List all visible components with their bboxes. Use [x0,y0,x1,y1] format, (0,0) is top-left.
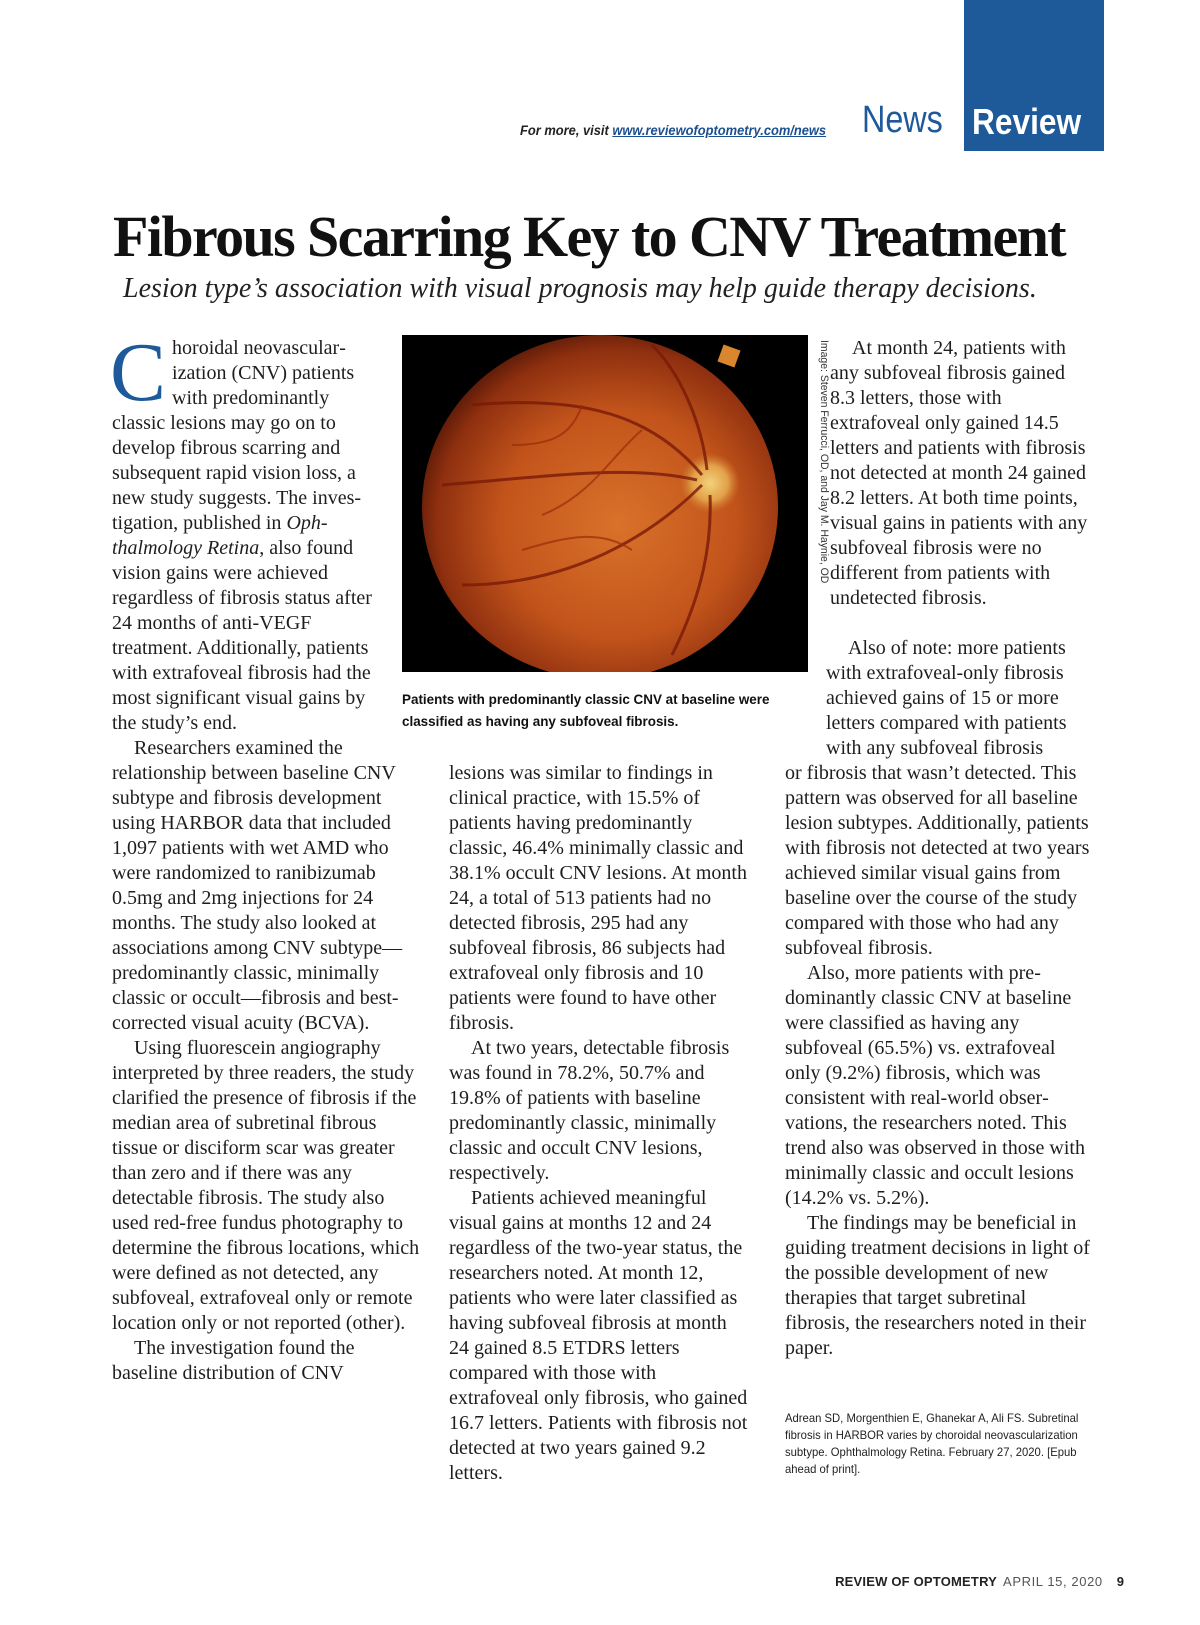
citation-reference: Adrean SD, Morgenthien E, Ghanekar A, Ali FS. Subretinal fibrosis in HARBOR varies by choroidal neovascularization subtype. Ophthalmology Retina. February 27, 2020. [Epub ahead of print]. [785,1411,1079,1476]
paragraph: Researchers examined the relationship between baseline CNV subtype and fibrosis development using HARBOR data that included 1,097 patients with wet AMD who were randomized to ranibizumab 0.5mg and 2mg injections for 24 months. The study also looked at associations among CNV subtype—predominantly classic, minimally classic or occult—fibrosis and best-corrected visual acuity (BCVA). [112,737,403,1034]
paragraph: lesions was similar to findings in clinical practice, with 15.5% of patients having predominantly classic, 46.4% minimally classic and 38.1% occult CNV lesions. At month 24, a total of 513 patients had no detected fibrosis, 295 had any subfoveal fibrosis, 86 subjects had extrafoveal only fibrosis and 10 patients were found to have other fibrosis. [449,762,747,1034]
column-3-top [830,336,1092,611]
column-3 [785,761,1093,1361]
news-url-link[interactable]: www.reviewofoptometry.com/news [612,122,827,138]
paragraph: Also of note: more patients with extrafoveal-only fibrosis achieved gains of 15 or more letters compared with patients with any subfoveal fibrosis [826,637,1067,759]
fundus-photo [402,335,808,672]
publication-name: REVIEW OF OPTOMETRY [835,1574,998,1589]
paragraph: At two years, detectable fibrosis was found in 78.2%, 50.7% and 19.8% of patients with baseline predominantly classic, minimally classic and occult CNV lesions, respectively. [449,1037,730,1184]
column-2 [449,761,749,1486]
paragraph: Patients achieved meaningful visual gains at months 12 and 24 regardless of the two-year status, the researchers noted. At month 12, patients who were later classified as having subfoveal fibrosis at month 24 gained 8.5 ETDRS letters compared with those with extrafoveal only fibrosis, who gained 16.7 letters. Patients with fibrosis not detected at two years gained 9.2 letters. [449,1187,748,1484]
column-1-top [110,326,382,736]
paragraph: At month 24, patients with any subfoveal fibrosis gained 8.3 letters, those with extrafoveal only gained 14.5 letters and patients with fibrosis not detected at month 24 gained 8.2 letters. At both time points, visual gains in patients with any subfoveal fibrosis were no different from patients with undetected fibrosis. [830,337,1088,609]
paragraph-intro [110,326,382,736]
page-number: 9 [1116,1574,1124,1589]
drop-cap: C [110,326,167,419]
intro-text-b: , also found vision gains were achieved regardless of fibrosis status after 24 months of anti-VEGF treatment. Additionally, patients with extrafoveal fibrosis had the most significant visual gains by the study’s end. [112,537,372,734]
paragraph: The investigation found the baseline distribution of CNV [112,1337,355,1384]
paragraph: The findings may be beneficial in guiding treatment decisions in light of the possible development of new therapies that target subretinal fibrosis, the researchers noted in their paper. [785,1212,1090,1359]
paragraph: Using fluorescein angiography interpreted by three readers, the study clarified the presence of fibrosis if the median area of subretinal fibrous tissue or disciform scar was greater than zero and if there was any detectable fibrosis. The study also used red-free fundus photography to determine the fibrous locations, which were defined as not detected, any subfoveal, extrafoveal only or remote location only or not reported (other). [112,1037,420,1334]
visit-prefix: For more, visit [520,122,613,138]
figure-caption: Patients with predominantly classic CNV at baseline were classified as having any subfoveal fibrosis. [402,691,770,729]
visit-line [520,122,826,138]
page-footer [835,1574,1124,1589]
fundus-image-icon [402,335,808,672]
article-deck: Lesion type’s association with visual prognosis may help guide therapy decisions. [123,273,1037,304]
column-1 [112,736,422,1386]
photo-credit: Image: Steven Ferrucci, OD, and Jay M. Haynie, OD [818,340,830,584]
column-3-wrap [826,636,1092,761]
paragraph: Also, more patients with predominantly classic CNV at baseline were classified as having any subfoveal (65.5%) vs. extrafoveal only (9.2%) fibrosis, which was consistent with real-world observations, the researchers noted. This trend also was observed in those with minimally classic and occult lesions (14.2% vs. 5.2%). [785,962,1085,1209]
issue-date: APRIL 15, 2020 [1003,1574,1103,1589]
section-news-label: News [862,99,943,141]
intro-text-a: horoidal neovascularization (CNV) patients with predominantly classic lesions may go on to develop fibrous scarring and subsequent rapid vision loss, a new study suggests. The investigation, published in [112,337,362,534]
journal-name: Ophthalmology Retina [112,512,328,559]
paragraph: or fibrosis that wasn’t detected. This pattern was observed for all baseline lesion subtypes. Additionally, patients with fibrosis not detected at two years achieved similar visual gains from baseline over the course of the study compared with those who had any subfoveal fibrosis. [785,762,1090,959]
section-review-label: Review [972,101,1082,142]
article-title: Fibrous Scarring Key to CNV Treatment [113,204,1065,269]
